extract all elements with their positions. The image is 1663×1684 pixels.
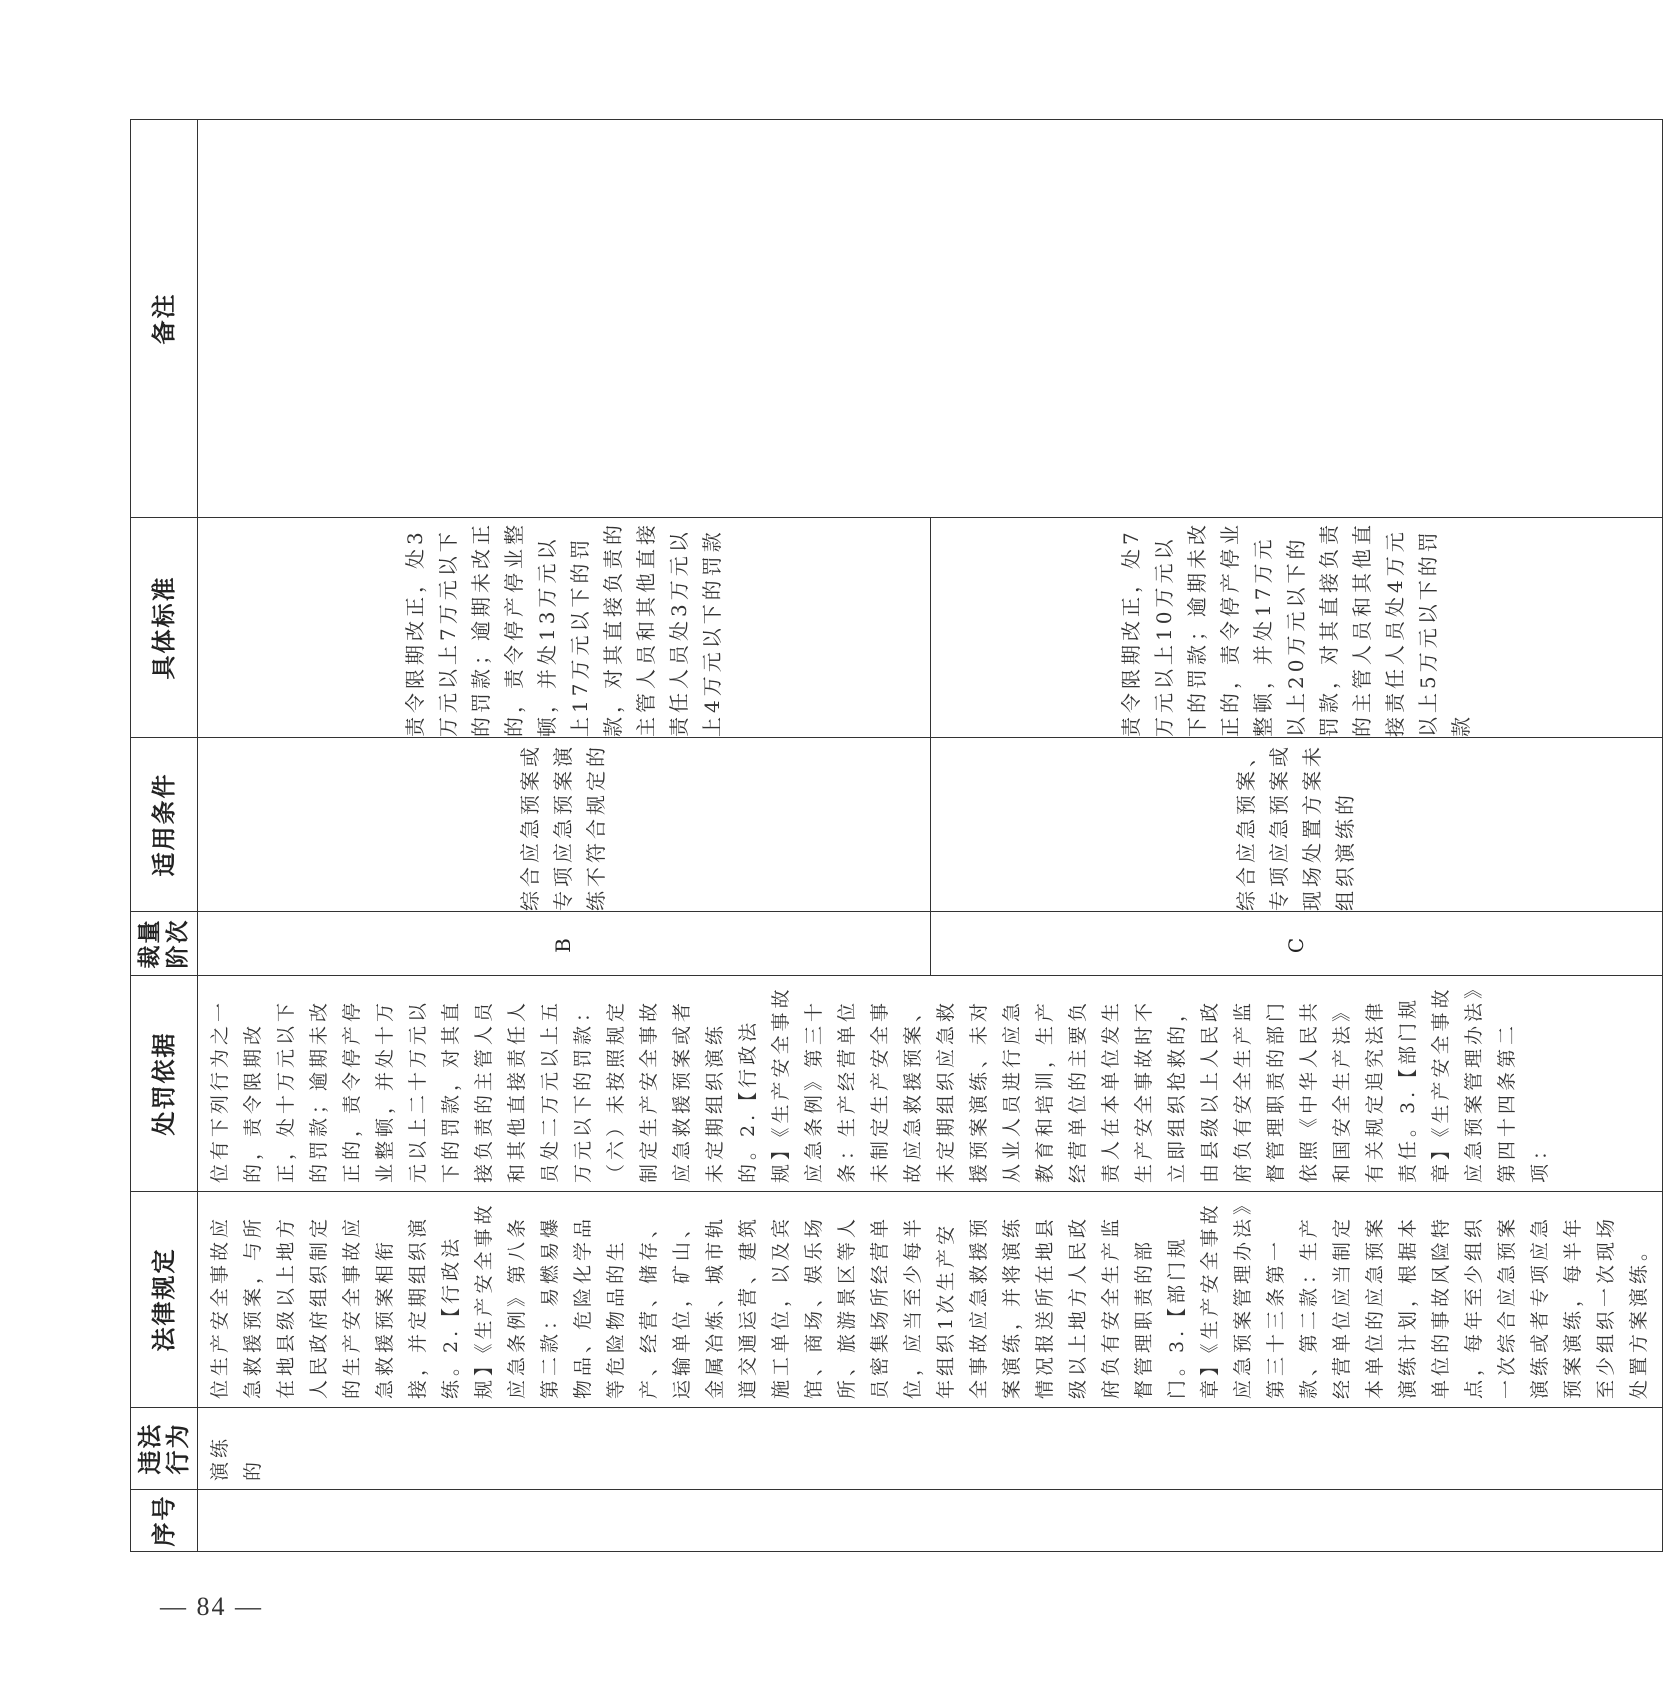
cell-condition <box>198 738 1663 912</box>
cell-law: 位生产安全事故应急救援预案，与所在地县级以上地方人民政府组织制定的生产安全事故应急救援预案相衔接，并定期组织演练。2.【行政法规】《生产安全事故应急条例》第八条第二款：易燃易爆物品、危险化学品等危险物品的生产、经营、储存、运输单位，矿山、金属冶炼、城市轨道交通运营、建筑施工单位，以及宾馆、商场、娱乐场所、旅游景区等人员密集场所经营单位，应当至少每半年组织1次生产安全事故应急救援预案演练，并将演练情况报送所在地县级以上地方人民政府负有安全生产监督管理职责的部门。3.【部门规章】《生产安全事故应急预案管理办法》第三十三条第一款、第二款：生产经营单位应当制定本单位的应急预案演练计划，根据本单位的事故风险特点，每年至少组织一次综合应急预案演练或者专项应急预案演练，每半年至少组织一次现场处置方案演练。 <box>198 1192 1663 1408</box>
cell-penalty-basis: 位有下列行为之一的，责令限期改正，处十万元以下的罚款；逾期未改正的，责令停产停业整顿，并处十万元以上二十万元以下的罚款，对其直接负责的主管人员和其他直接责任人员处二万元以上五万元以下的罚款：（六）未按照规定制定生产安全事故应急救援预案或者未定期组织演练的。2.【行政法规】《生产安全事故应急条例》第三十条：生产经营单位未制定生产安全事故应急救援预案、未定期组织应急救援预案演练、未对从业人员进行应急教育和培训，生产经营单位的主要负责人在本单位发生生产安全事故时不立即组织抢救的，由县级以上人民政府负有安全生产监督管理职责的部门依照《中华人民共和国安全生产法》有关规定追究法律责任。3.【部门规章】《生产安全事故应急预案管理办法》第四十四条第二项： <box>198 976 1663 1192</box>
header-seq: 序号 <box>131 1490 198 1552</box>
header-standard: 具体标准 <box>131 518 198 738</box>
condition-b <box>198 738 931 911</box>
standard-c-text: 责令限期改正，处7万元以上10万元以下的罚款；逾期未改正的，责令停产停业整顿，并处17万元以上20万元以下的罚款，对其直接负责的主管人员和其他直接责任人员处4万元以上5万元以下的罚款 <box>1118 521 1473 737</box>
condition-c-text: 综合应急预案、专项应急预案或现场处置方案未组织演练的 <box>1234 743 1358 911</box>
header-row <box>131 120 198 1552</box>
cell-behavior: 演练的 <box>198 1408 1663 1490</box>
header-level: 裁量阶次 <box>131 912 198 976</box>
cell-standard <box>198 518 1663 738</box>
cell-seq <box>198 1490 1663 1552</box>
penalty-standard-table <box>130 119 1663 1552</box>
header-behavior: 违法行为 <box>131 1408 198 1490</box>
condition-b-text: 综合应急预案或专项应急预案演练不符合规定的 <box>518 743 609 911</box>
cell-level <box>198 912 1663 976</box>
header-remark: 备注 <box>131 120 198 518</box>
standard-c <box>931 518 1663 737</box>
cell-remark <box>198 120 1663 518</box>
table-row <box>198 120 1663 1552</box>
page-number: — 84 — <box>160 1592 263 1621</box>
header-law: 法律规定 <box>131 1192 198 1408</box>
header-condition: 适用条件 <box>131 738 198 912</box>
level-c: C <box>1283 933 1308 954</box>
header-penalty-basis: 处罚依据 <box>131 976 198 1192</box>
level-b: B <box>198 912 931 975</box>
condition-c <box>931 738 1663 911</box>
standard-b <box>198 518 931 737</box>
rotated-table-container <box>130 120 1650 1552</box>
standard-b-text: 责令限期改正，处3万元以上7万元以下的罚款；逾期未改正的，责令停产停业整顿，并处13万元以上17万元以下的罚款，对其直接负责的主管人员和其他直接责任人员处3万元以上4万元以下的罚款 <box>402 521 724 737</box>
